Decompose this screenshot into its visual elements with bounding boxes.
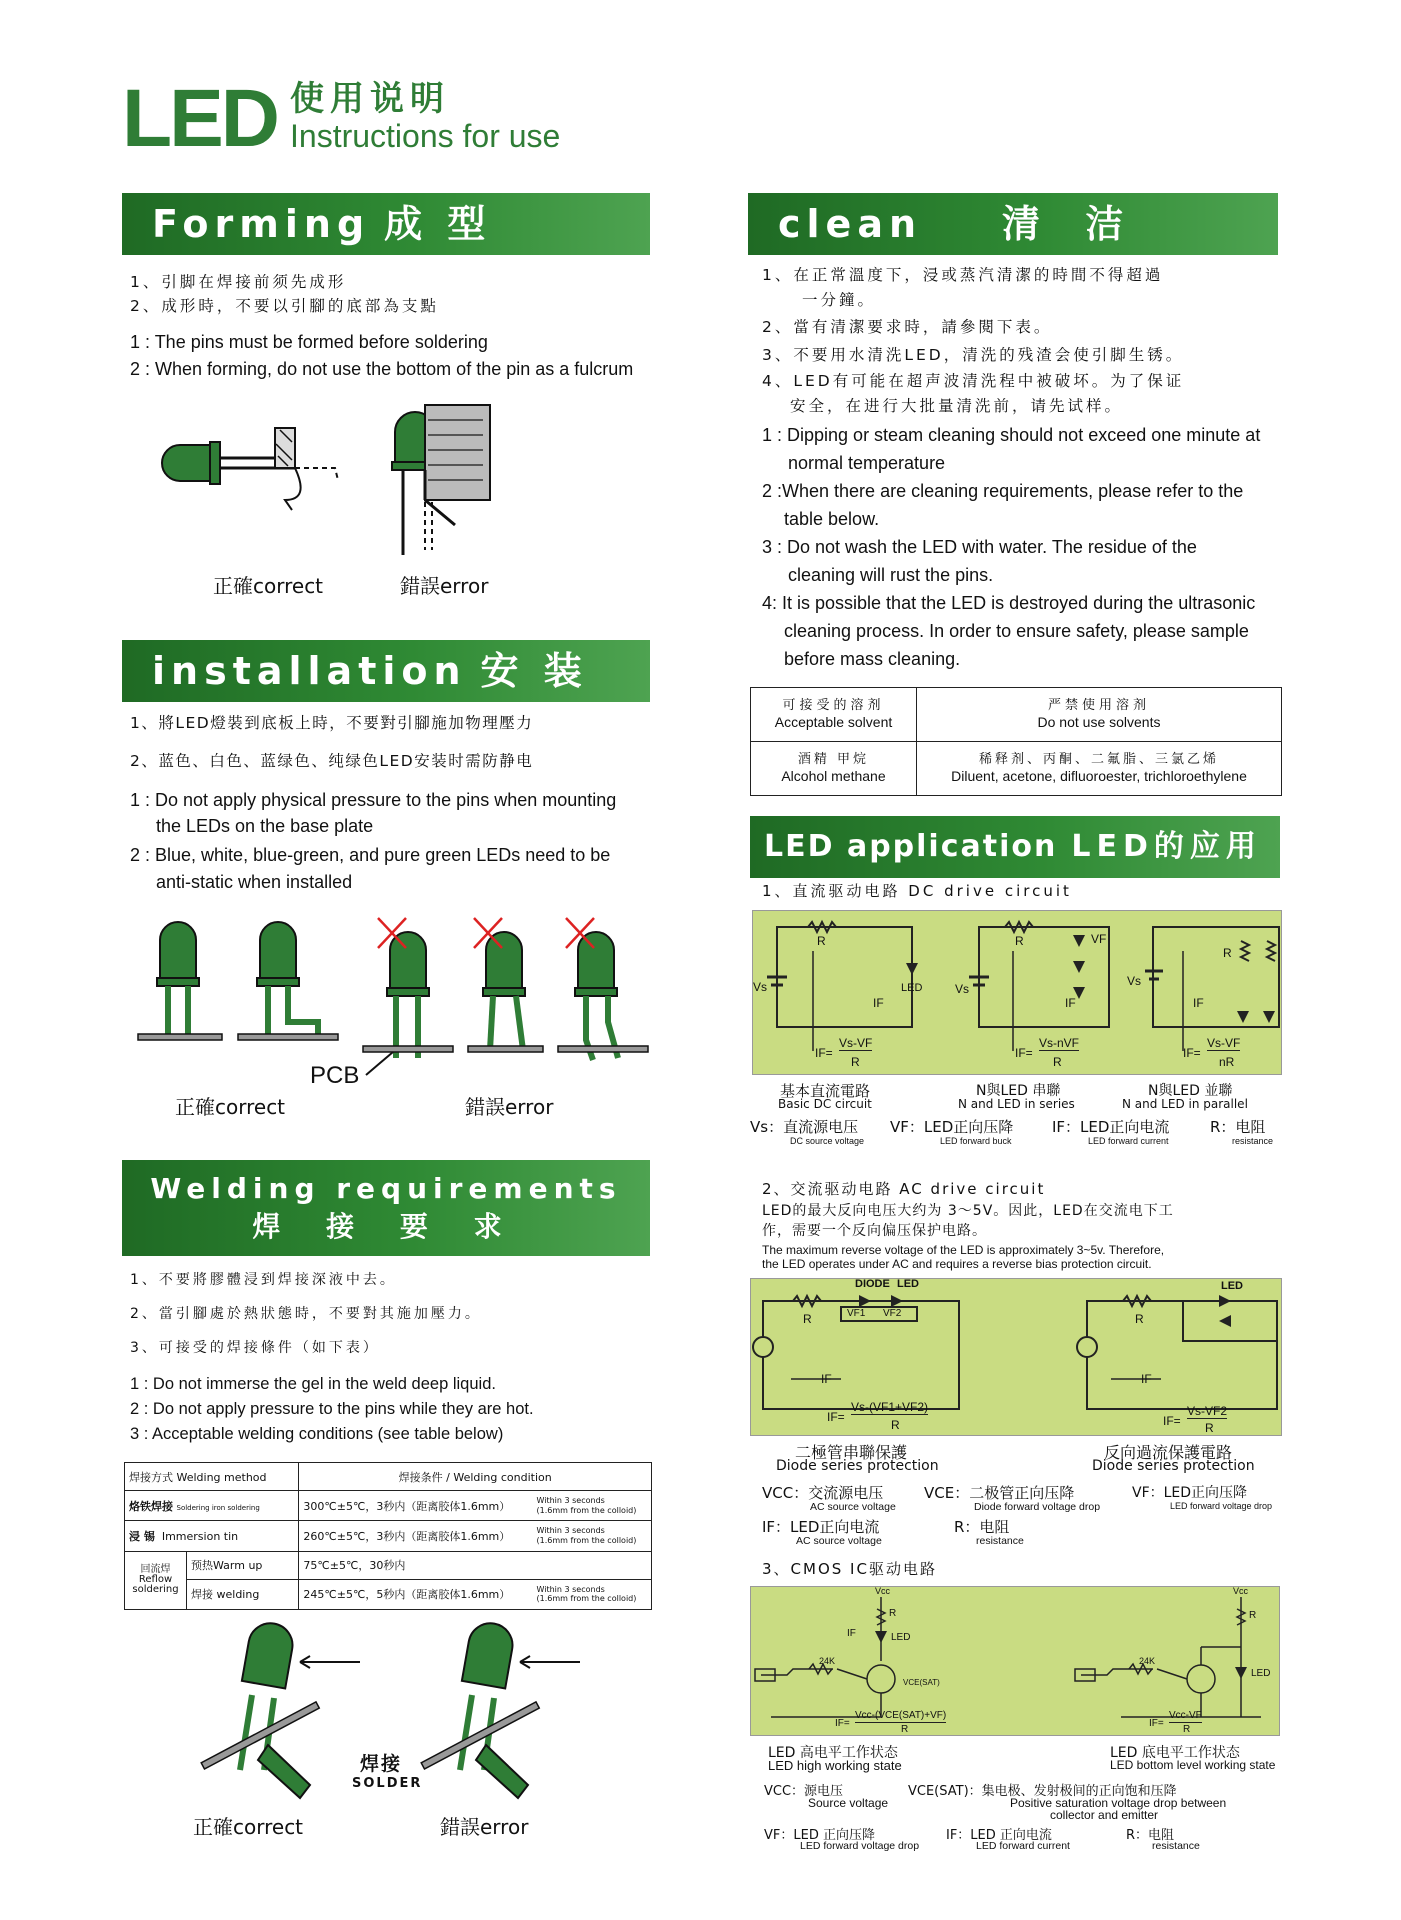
ac-diode-label: DIODE [855,1278,890,1290]
forming-zh-1: 1、引脚在焊接前须先成形 [130,273,347,291]
installation-section-header [122,640,650,702]
forming-illustration [160,400,500,570]
cmos-formula-2-prefix: IF= [1149,1718,1164,1729]
dc-vs-label-1: Vs [753,980,768,994]
ac-drive-title: 2、交流驱动电路 AC drive circuit [762,1180,1046,1198]
clean-title-en: clean [778,202,923,246]
ac-formula-2-den: R [1205,1421,1214,1435]
dc-r-label-3: R [1223,946,1232,960]
cmos-legend-vcc: VCC：源电压 [764,1784,844,1799]
ac-legend-r: R：电阻 [954,1518,1010,1536]
ac-legend-if: IF：LED正向电流 [762,1518,880,1536]
cmos-circuit-diagram [750,1586,1280,1736]
ac-formula-1-den: R [891,1418,900,1432]
ac-caption-1-en: Diode series protection [776,1458,939,1474]
installation-correct-label: 正確correct [175,1095,286,1119]
installation-error-label: 錯誤error [465,1095,554,1119]
welding-title-en: Welding requirements [150,1172,622,1205]
row3-condition: 75℃±5℃，30秒内 [299,1551,652,1579]
row1-within: Within 3 seconds [536,1496,605,1506]
installation-en-2b: anti-static when installed [156,872,353,892]
cmos-if-label: IF [847,1628,856,1639]
dc-r-label-1: R [817,934,826,948]
ac-caption-2-zh: 反向過流保護電路 [1104,1443,1233,1462]
clean-en-1b: normal temperature [788,453,946,473]
ac-legend-vce: VCE：二极管正向压降 [924,1484,1075,1502]
cmos-legend-r: R：电阻 [1126,1828,1175,1843]
forming-section-header [122,193,650,255]
row3-soldering: soldering [132,1584,179,1596]
clean-zh-1b: 一分鐘。 [802,291,877,309]
application-title-zh: LED的应用 [1071,829,1262,864]
dc-legend-r: R：电阻 [1210,1118,1266,1136]
dc-legend-if-en: LED forward current [1088,1136,1169,1146]
dc-vf-label: VF [1091,932,1107,946]
ac-formula-1-num: Vs-(VF1+VF2) [851,1400,929,1414]
ac-if-label-2: IF [1141,1372,1152,1386]
dc-formula-1-prefix: IF= [815,1046,833,1060]
dc-formula-2-num: Vs-nVF [1039,1036,1080,1050]
clean-zh-4b: 安全，在进行大批量清洗前，请先试样。 [790,397,1124,415]
row2-method-en: Immersion tin [161,1529,239,1543]
ac-led-label-1: LED [897,1278,919,1290]
dc-if-label-1: IF [873,996,884,1010]
acceptable-list-en: Alcohol methane [781,767,886,784]
installation-en-1a: 1 : Do not apply physical pressure to the pins when mounting [130,790,617,810]
dc-if-label-2: IF [1065,996,1076,1010]
row2-within: Within 3 seconds [536,1526,605,1536]
forming-error-label: 錯誤error [400,574,489,598]
welding-conditions-table [124,1462,652,1610]
clean-en-1a: 1 : Dipping or steam cleaning should not exceed one minute at [762,425,1261,445]
prohibited-list-en: Diluent, acetone, difluoroester, trichloroethylene [951,767,1247,784]
dc-formula-1-num: Vs-VF [839,1036,873,1050]
row1-method-zh: 烙铁焊接 [129,1499,173,1513]
ac-r-label-1: R [803,1312,812,1326]
welding-section-header [122,1160,650,1256]
cmos-formula-1-num: Vcc-(VCE(SAT)+VF) [855,1710,947,1721]
cmos-formula-2-num: Vcc-VF [1169,1710,1202,1721]
forming-title-en: Forming [152,202,371,246]
cmos-vcc-label-1: Vcc [875,1586,891,1596]
row4-condition: 245℃±5℃，5秒内（距离胶体1.6mm） [299,1579,537,1609]
dc-formula-3-prefix: IF= [1183,1046,1201,1060]
solvent-table [750,687,1282,796]
dc-formula-2-prefix: IF= [1015,1046,1033,1060]
cmos-drive-title: 3、CMOS IC驱动电路 [762,1560,937,1578]
dc-legend-vf: VF：LED正向压降 [890,1118,1014,1136]
welding-error-label: 錯誤error [440,1815,529,1839]
ac-formula-2-num: Vs-VF2 [1187,1404,1228,1418]
ac-desc-zh-2: 作，需要一个反向偏压保护电路。 [762,1223,987,1239]
clean-en-4b: cleaning process. In order to ensure safety, please sample [784,621,1249,641]
row3-reflow-en: Reflow [138,1574,173,1586]
cmos-legend-vce: VCE(SAT)：集电极、发射极间的正向饱和压降 [908,1784,1177,1799]
dc-led-label: LED [901,982,923,994]
welding-en-3: 3 : Acceptable welding conditions (see table below) [130,1425,504,1443]
clean-zh-1a: 1、在正常溫度下，浸或蒸汽清潔的時間不得超過 [762,266,1164,284]
application-title-en: LED application [764,829,1058,864]
header-title-en: Instructions for use [290,118,561,154]
clean-zh-2: 2、當有清潔要求時，請參閱下表。 [762,318,1053,336]
cmos-legend-vcc-en: Source voltage [808,1796,889,1810]
ac-legend-vf: VF：LED正向压降 [1132,1485,1248,1501]
forming-zh-2: 2、成形時，不要以引腳的底部為支點 [130,297,439,315]
acceptable-list-zh: 酒精 甲烷 [797,751,870,767]
ac-circuit-diagram [750,1278,1282,1436]
cmos-r-label-2: R [1249,1610,1257,1621]
cmos-formula-2-den: R [1183,1724,1191,1735]
dc-drive-title: 1、直流驱动电路 DC drive circuit [762,882,1072,900]
cmos-legend-vf: VF：LED 正向压降 [764,1828,875,1843]
welding-en-2: 2 : Do not apply pressure to the pins while they are hot. [130,1400,534,1418]
prohibited-list-zh: 稀释剂、丙酮、二氟脂、三氯乙烯 [978,751,1219,767]
dc-r-label-2: R [1015,934,1024,948]
ac-caption-1-zh: 二極管串聯保護 [795,1443,908,1462]
ac-vf1-label: VF1 [847,1308,866,1319]
cmos-legend-if-en: LED forward current [976,1840,1070,1852]
row2-condition: 260℃±5℃，3秒内（距离胶体1.6mm） [299,1521,537,1551]
installation-en-2a: 2 : Blue, white, blue-green, and pure green LEDs need to be [130,845,611,865]
clean-en-3b: cleaning will rust the pins. [788,565,994,585]
cmos-caption-1-zh: LED 高电平工作状态 [768,1745,898,1761]
header-title-zh: 使用说明 [290,79,450,119]
forming-en-1: 1 : The pins must be formed before soldering [130,332,488,352]
dc-caption-2-zh: N與LED 串聯 [976,1083,1061,1099]
dc-formula-3-num: Vs-VF [1207,1036,1241,1050]
ac-formula-2-prefix: IF= [1163,1414,1181,1428]
ac-legend-vce-en: Diode forward voltage drop [974,1501,1101,1513]
ac-legend-vcc-en: AC source voltage [810,1501,896,1513]
ac-formula-1-prefix: IF= [827,1410,845,1424]
welding-zh-1: 1、不要將膠體浸到焊接深液中去。 [130,1272,397,1288]
dc-caption-3-zh: N與LED 並聯 [1148,1083,1233,1099]
row1-method-en: Soldering iron soldering [176,1503,260,1512]
acceptable-solvent-en: Acceptable solvent [774,713,893,730]
row2-from: (1.6mm from the colloid) [536,1535,637,1545]
dc-legend-r-en: resistance [1232,1136,1274,1146]
dc-caption-2-en: N and LED in series [958,1097,1075,1111]
ac-led-label-2: LED [1221,1280,1243,1292]
welding-title-zh: 焊 接 要 求 [252,1210,520,1243]
cmos-legend-if: IF：LED 正向电流 [946,1828,1052,1843]
cmos-legend-vce-en-2: collector and emitter [1050,1808,1159,1822]
welding-table-header-condition: 焊接条件 / Welding condition [299,1463,652,1491]
clean-en-2a: 2 :When there are cleaning requirements, please refer to the [762,481,1244,501]
cmos-caption-2-zh: LED 底电平工作状态 [1110,1745,1240,1761]
cmos-formula-1-prefix: IF= [835,1718,850,1729]
application-section-header [750,816,1280,878]
dc-vs-label-2: Vs [955,982,970,996]
cmos-legend-vce-en-1: Positive saturation voltage drop between [1010,1796,1227,1810]
row1-from: (1.6mm from the colloid) [536,1505,637,1515]
ac-desc-en-1: The maximum reverse voltage of the LED is approximately 3~5v. Therefore, [762,1243,1165,1257]
dc-legend-vf-en: LED forward buck [940,1136,1012,1146]
row4-within: Within 3 seconds [536,1584,605,1594]
ac-desc-zh-1: LED的最大反向电压大约为 3～5V。因此，LED在交流电下工 [762,1203,1174,1219]
dc-formula-1-den: R [851,1055,860,1069]
cmos-caption-2-en: LED bottom level working state [1110,1758,1276,1772]
row2-method-zh: 浸 锡 [129,1529,155,1543]
clean-title-zh: 清 洁 [1002,202,1140,246]
cmos-led-label-2: LED [1251,1668,1271,1679]
ac-desc-en-2: the LED operates under AC and requires a reverse bias protection circuit. [762,1257,1152,1271]
welding-table-header-method: 焊接方式 Welding method [125,1463,299,1491]
clean-section-header [748,193,1278,255]
cmos-led-label-1: LED [891,1632,911,1643]
installation-en-1b: the LEDs on the base plate [156,816,374,836]
row1-condition: 300℃±5℃，3秒内（距离胶体1.6mm） [299,1491,537,1521]
dc-legend-vs-en: DC source voltage [790,1136,865,1146]
cmos-vce-label: VCE(SAT) [903,1678,940,1687]
cmos-caption-1-en: LED high working state [768,1758,902,1773]
dc-legend-vs: Vs：直流源电压 [750,1118,859,1136]
dc-legend-if: IF：LED正向电流 [1052,1118,1170,1136]
installation-illustration [138,910,658,1070]
row4-from: (1.6mm from the colloid) [536,1594,637,1604]
solder-label-zh: 焊接 [360,1753,403,1775]
welding-zh-2: 2、當引腳處於熱狀態時，不要對其施加壓力。 [130,1306,482,1322]
ac-caption-2-en: Diode series protection [1092,1458,1255,1474]
ac-legend-vcc: VCC：交流源电压 [762,1484,884,1502]
ac-vf2-label: VF2 [883,1308,902,1319]
ac-if-label-1: IF [821,1372,832,1386]
row4-welding: 焊接 welding [187,1579,299,1609]
dc-circuit-diagram [752,910,1282,1075]
dc-caption-3-en: N and LED in parallel [1122,1097,1248,1111]
cmos-24k-label-2: 24K [1139,1656,1156,1666]
installation-title-en: installation [152,649,467,693]
row3-warmup: 预热Warm up [187,1551,299,1579]
cmos-24k-label-1: 24K [819,1656,836,1666]
cmos-legend-r-en: resistance [1152,1840,1200,1852]
cmos-vcc-label-2: Vcc [1233,1586,1249,1596]
dc-caption-1-en: Basic DC circuit [778,1097,872,1111]
clean-en-2b: table below. [784,509,880,529]
clean-zh-4a: 4、LED有可能在超声波清洗程中被破坏。为了保证 [762,372,1185,390]
ac-legend-vf-en: LED forward voltage drop [1170,1501,1273,1511]
dc-formula-2-den: R [1053,1055,1062,1069]
brand-logo: LED [122,73,277,164]
clean-zh-3: 3、不要用水清洗LED，清洗的残渣会使引脚生锈。 [762,346,1185,364]
installation-title-zh: 安 装 [480,649,588,693]
prohibited-solvent-en: Do not use solvents [1037,713,1161,730]
welding-zh-3: 3、可接受的焊接條件（如下表） [130,1340,380,1356]
dc-vs-label-3: Vs [1127,974,1142,988]
welding-en-1: 1 : Do not immerse the gel in the weld deep liquid. [130,1375,496,1393]
pcb-label: PCB [310,1062,360,1089]
dc-formula-3-den: nR [1219,1055,1235,1069]
cmos-legend-vf-en: LED forward voltage drop [800,1840,920,1852]
cmos-r-label-1: R [889,1608,897,1619]
acceptable-solvent-zh: 可接受的溶剂 [782,697,885,713]
installation-zh-2: 2、蓝色、白色、蓝绿色、纯绿色LED安装时需防静电 [130,752,534,770]
solder-label-en: SOLDER [352,1776,423,1791]
row3-reflow-zh: 回流焊 [140,1564,171,1576]
dc-if-label-3: IF [1193,996,1204,1010]
clean-en-4a: 4: It is possible that the LED is destroyed during the ultrasonic [762,593,1256,613]
clean-en-4c: before mass cleaning. [784,649,961,669]
forming-title-zh: 成 型 [384,202,492,246]
clean-en-3a: 3 : Do not wash the LED with water. The residue of the [762,537,1197,557]
installation-zh-1: 1、將LED燈裝到底板上時，不要對引腳施加物理壓力 [130,714,534,732]
prohibited-solvent-zh: 严禁使用溶剂 [1047,697,1150,713]
ac-r-label-2: R [1135,1312,1144,1326]
welding-correct-label: 正確correct [193,1815,304,1839]
ac-legend-if-en: AC source voltage [796,1535,882,1547]
forming-correct-label: 正確correct [213,574,324,598]
ac-legend-r-en: resistance [976,1535,1024,1547]
dc-caption-1-zh: 基本直流電路 [780,1082,871,1100]
forming-en-2: 2 : When forming, do not use the bottom of the pin as a fulcrum [130,359,634,379]
cmos-formula-1-den: R [901,1724,909,1735]
